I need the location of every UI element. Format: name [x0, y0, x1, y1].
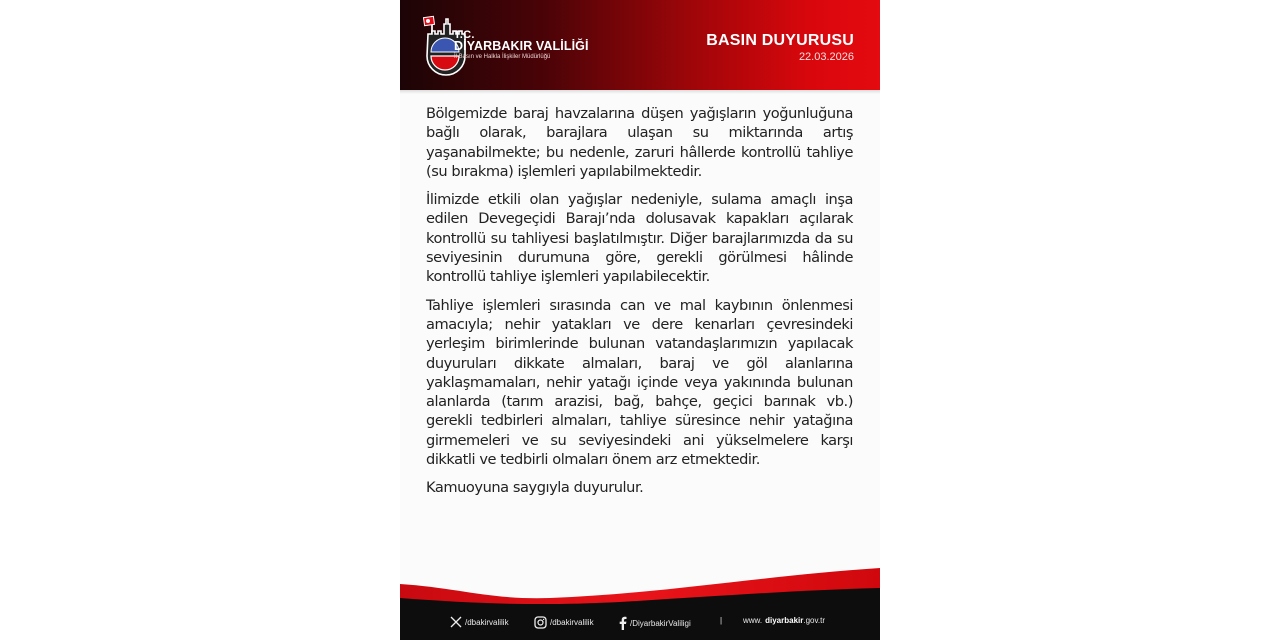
x-icon — [450, 616, 462, 628]
announcement-body — [426, 104, 853, 507]
website-link[interactable] — [743, 616, 825, 625]
facebook-icon — [619, 616, 627, 630]
x-handle: /dbakirvalilik — [465, 617, 509, 627]
web-prefix: www. — [743, 616, 763, 625]
paragraph: İlimizde etkili olan yağışlar nedeniyle, sulama amaçlı inşa edilen Devegeçidi Barajı’nda dolusavak kapakları açılarak kontrollü su tahliyesi başlatılmıştır. Diğer barajlarımızda da su seviyesinin durumuna göre, gerekli görülmesi hâlinde kontrollü tahliye işlemleri yapılabilecektir. — [426, 191, 853, 286]
closing-line: Kamuoyuna saygıyla duyurulur. — [426, 479, 644, 497]
doc-type-title: BASIN DUYURUSU — [706, 32, 854, 49]
paragraph: Tahliye işlemleri sırasında can ve mal kaybının önlenmesi amacıyla; nehir yatakları ve dere kenarları çevresindeki yerleşim birimlerinde bulunan vatandaşlarımızın yapılacak duyuruları dikkate almaları, baraj ve göl alanlarına yaklaşmamaları, nehir yatağı içinde veya yakınında bulunan alanlarda (tarım arazisi, bağ, bahçe, geçici barınak vb.) gerekli tedbirleri almaları, tahliye süresince nehir yatağına girmemeleri ve su seviyesindeki ani yükselmelere karşı dikkatli ve tedbirli olmaları önem arz etmektedir. — [426, 296, 853, 469]
instagram-icon — [534, 616, 547, 629]
instagram-handle: /dbakirvalilik — [550, 618, 594, 627]
facebook-handle: /DiyarbakirValiligi — [630, 618, 691, 628]
web-suffix: .gov.tr — [803, 616, 826, 625]
press-release-document — [400, 0, 880, 640]
footer-bar — [400, 604, 880, 640]
org-tc: T.C. — [454, 29, 475, 41]
instagram-link[interactable] — [534, 616, 594, 629]
press-heading — [706, 32, 854, 64]
doc-date: 22.03.2026 — [798, 51, 854, 63]
header-banner — [400, 0, 880, 90]
org-subtitle: İl Basın ve Halkla İlişkiler Müdürlüğü — [454, 54, 551, 60]
footer-separator: | — [720, 616, 723, 625]
web-domain: diyarbakir — [765, 616, 804, 625]
x-link[interactable] — [450, 616, 509, 628]
facebook-link[interactable] — [619, 616, 691, 630]
paragraph: Bölgemizde baraj havzalarına düşen yağışların yoğunluğuna bağlı olarak, barajlara ulaşan su miktarında artış yaşanabilmekte; bu nedenle, zaruri hâllerde kontrollü tahliye (su bırakma) işlemleri yapılabilmektedir. — [426, 105, 853, 180]
org-title: DİYARBAKIR VALİLİĞİ — [454, 39, 589, 53]
organization-name — [454, 30, 589, 61]
footer-wave-decoration — [400, 560, 880, 610]
